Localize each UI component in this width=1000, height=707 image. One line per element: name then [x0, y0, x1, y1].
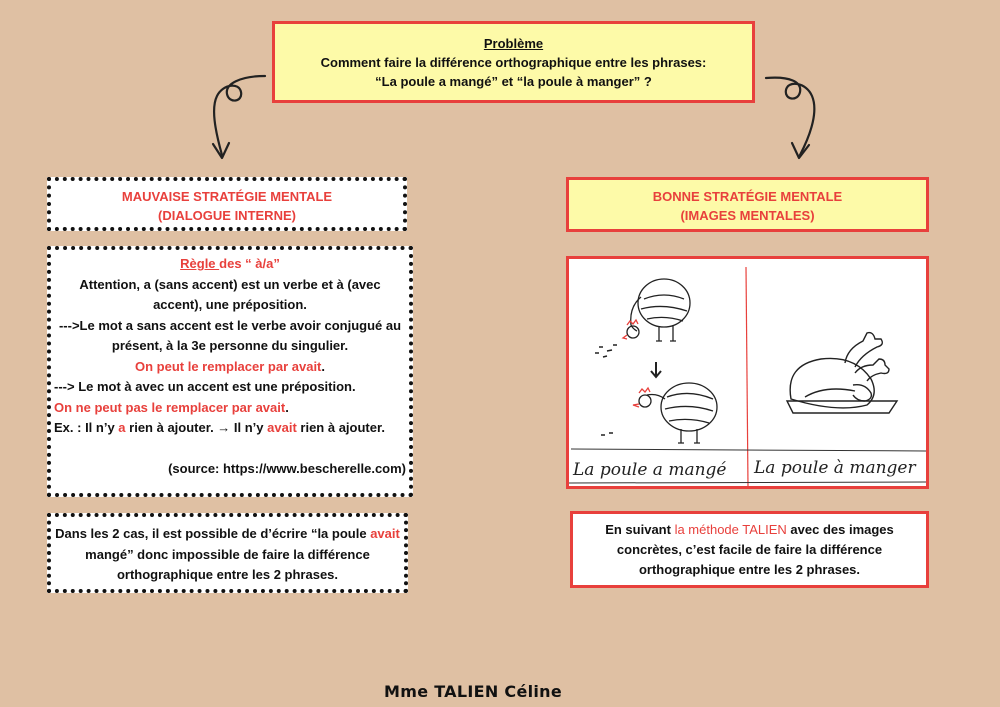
rule-line-5-end: . [285, 399, 289, 415]
rule-box [47, 246, 413, 497]
rule-line-2: --->Le mot a sans accent est le verbe avoir conjugué au présent, à la 3e personne du singulier. [58, 317, 402, 353]
method-part1: En suivant [605, 522, 675, 537]
both-cases-part1: Dans les 2 cas, il est possible de d’écrire “la poule [55, 526, 371, 541]
rule-source: (source: https://www.bescherelle.com) [168, 460, 406, 476]
rule-example-part3: rien à ajouter. [296, 420, 385, 435]
method-part2: avec des images concrètes, c’est facile de faire la différence orthographique entre les 2 phrases. [616, 522, 894, 577]
hen-eating-icon [595, 279, 690, 357]
left-curly-arrow-icon [195, 70, 275, 165]
good-strategy-title-line2: (IMAGES MENTALES) [680, 208, 815, 223]
caption-la-poule-a-manger: La poule à manger [754, 458, 916, 478]
rule-heading [54, 254, 406, 275]
right-curly-arrow-icon [760, 70, 840, 165]
problem-question-line2: “La poule a mangé” et “la poule à manger” ? [375, 74, 652, 89]
bad-strategy-title-box [47, 177, 407, 231]
illustration-box [566, 256, 929, 489]
rule-line-5-red: On ne peut pas le remplacer par avait [54, 399, 286, 415]
rule-line-5 [54, 398, 406, 419]
rule-title-word: Règle [180, 256, 220, 271]
both-cases-box [47, 513, 408, 593]
rule-line-3-red: On peut le remplacer par avait [134, 358, 322, 374]
hen-standing-icon [601, 383, 717, 443]
both-cases-avait: avait [370, 526, 400, 541]
method-highlight: la méthode TALIEN [674, 522, 787, 537]
good-strategy-title-line1: BONNE STRATÉGIE MENTALE [652, 189, 843, 204]
bad-strategy-title-line2: (DIALOGUE INTERNE) [158, 208, 296, 223]
rule-example-a: a [118, 420, 126, 435]
rule-example [54, 418, 406, 439]
good-strategy-title-box [566, 177, 929, 232]
both-cases-part2: mangé” donc impossible de faire la différence orthographique entre les 2 phrases. [85, 546, 370, 582]
rule-example-part2: rien à ajouter. → Il n’y [125, 420, 268, 435]
problem-box [272, 21, 755, 103]
problem-question-line1: Comment faire la différence orthographique entre les phrases: [320, 55, 707, 70]
roast-chicken-icon [787, 333, 897, 413]
rule-line-4: ---> Le mot à avec un accent est une préposition. [54, 379, 356, 394]
rule-line-3 [54, 357, 406, 378]
illustration-drawing [569, 259, 926, 486]
rule-title-rest: des “ à/a” [219, 256, 280, 271]
rule-line-3-end: . [321, 358, 326, 374]
rule-line-1: Attention, a (sans accent) est un verbe et à (avec accent), une préposition. [79, 276, 381, 312]
problem-title: Problème [483, 36, 544, 51]
method-box [570, 511, 929, 588]
caption-la-poule-a-mange: La poule a mangé [573, 460, 727, 480]
author-signature: Mme TALIEN Céline [384, 682, 563, 701]
rule-example-avait: avait [267, 420, 297, 435]
rule-example-part1: Ex. : Il n’y [54, 420, 119, 435]
bad-strategy-title-line1: MAUVAISE STRATÉGIE MENTALE [121, 189, 333, 204]
